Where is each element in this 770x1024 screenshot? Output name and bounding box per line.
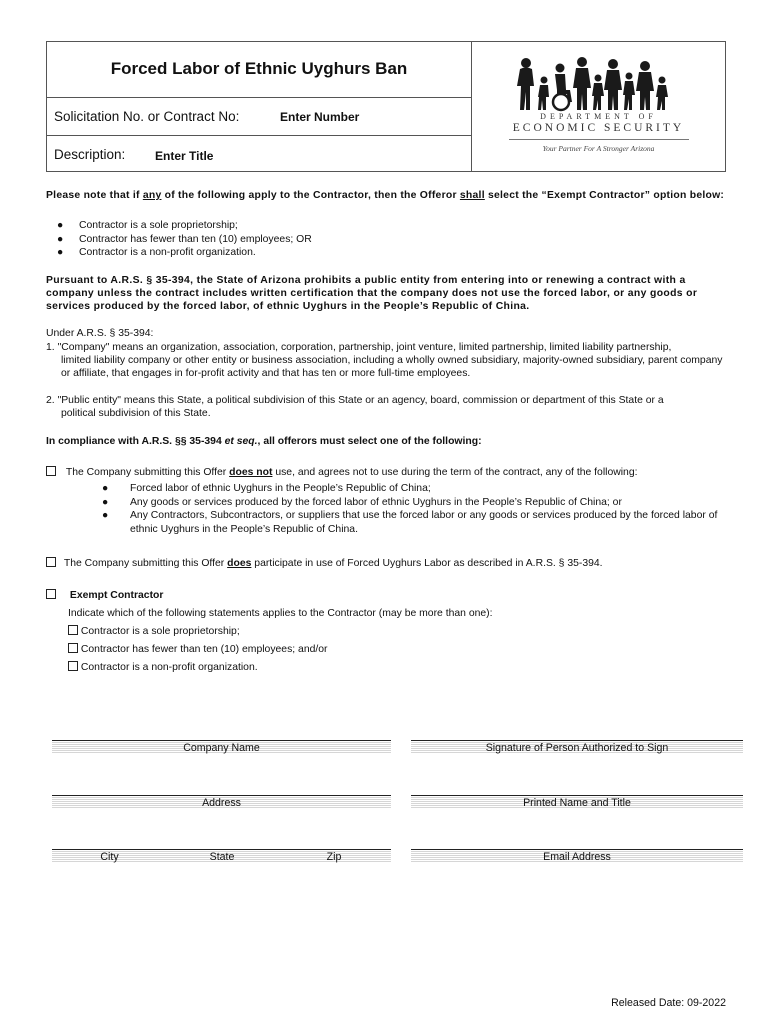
exempt-sole-proprietorship-checkbox[interactable] (68, 625, 78, 635)
list-item-text: Any goods or services produced by the forced labor of ethnic Uyghurs in the People’s Republic of China; or (130, 496, 622, 508)
released-date: Released Date: 09-2022 (611, 997, 726, 1009)
exempt-item (68, 641, 493, 659)
note-paragraph (46, 189, 728, 202)
address-label: Address (202, 797, 241, 809)
zip-label: Zip (326, 851, 342, 863)
note-list (57, 219, 312, 260)
note-emphasis-any: any (142, 190, 162, 201)
logo-agency-name: ECONOMIC SECURITY (512, 122, 685, 134)
printed-name-label: Printed Name and Title (523, 797, 631, 809)
list-item-text: Contractor is a non-profit organization. (79, 247, 256, 258)
exempt-fewer-employees-checkbox[interactable] (68, 643, 78, 653)
signature-label: Signature of Person Authorized to Sign (485, 742, 669, 754)
option-does-not-use (46, 466, 638, 478)
option-exempt (46, 589, 163, 601)
definition-company (46, 341, 728, 380)
exempt-list (68, 605, 493, 677)
exempt-contractor-checkbox[interactable] (46, 589, 56, 599)
option-text-continued: use, and agrees not to use during the term of the contract, any of the following: (272, 467, 638, 478)
form-header (46, 41, 726, 172)
option-text: The Company submitting this Offer (63, 558, 228, 569)
exempt-non-profit-checkbox[interactable] (68, 661, 78, 671)
list-item: ● Contractor has fewer than ten (10) employees; OR (57, 233, 312, 245)
solicitation-number-field[interactable]: Enter Number (280, 110, 360, 124)
compliance-text-1: In compliance with A.R.S. §§ 35-394 (46, 436, 225, 447)
title-row (47, 42, 471, 98)
exempt-item-text: Contractor has fewer than ten (10) employees; and/or (80, 644, 328, 655)
page-title: Forced Labor of Ethnic Uyghurs Ban (110, 59, 408, 78)
note-emphasis-shall: shall (459, 190, 485, 201)
definition-text-continued: political subdivision of this State. (61, 408, 211, 419)
note-text-2: of the following apply to the Contractor, then the Offeror (161, 190, 460, 201)
option-emphasis: does (227, 558, 252, 569)
pursuant-paragraph: Pursuant to A.R.S. § 35-394, the State of Arizona prohibits a public entity from entering into or renewing a contract with a company unless the contract includes written certification that the company does not use the forced labor, or any goods or services produced by the forced labor, of ethnic Uyghurs in the People’s Republic of China. (46, 275, 698, 312)
exempt-title: Exempt Contractor (69, 590, 164, 601)
description-row (47, 136, 471, 171)
option-does-not-use-list (102, 482, 728, 536)
list-item: ● Contractor is a sole proprietorship; (57, 220, 238, 231)
list-item: ● Any goods or services produced by the forced labor of ethnic Uyghurs in the People’s Republic of China; or (102, 496, 622, 508)
logo-tagline: Your Partner For A Stronger Arizona (542, 144, 655, 153)
email-label: Email Address (543, 851, 611, 863)
list-item-text: Forced labor of ethnic Uyghurs in the People’s Republic of China; (130, 483, 431, 494)
list-item: ● Forced labor of ethnic Uyghurs in the People’s Republic of China; (102, 483, 431, 494)
list-item-text: Any Contractors, Subcontractors, or suppliers that use the forced labor or any goods or services produced by the forced labor of ethnic Uyghurs in the People’s Republic of China. (130, 510, 718, 535)
description-label: Description: (54, 147, 126, 162)
definition-text-continued: limited liability company or other entity or business association, including a wholly owned subsidiary, majority-owned subsidiary, parent company or affiliate, that engages in for-profit activity and that has ten or more full-time employees. (61, 355, 723, 379)
option-text: The Company submitting this Offer (65, 467, 230, 478)
definition-number: 2. (46, 395, 58, 406)
compliance-text-2: , all offerors must select one of the following: (257, 436, 482, 447)
exempt-intro: Indicate which of the following statements applies to the Contractor (may be more than one): (68, 608, 493, 619)
logo-divider (509, 139, 689, 140)
definition-text: "Company" means an organization, association, corporation, partnership, joint venture, limited partnership, limited liability partnership, (57, 342, 672, 353)
des-logo (472, 42, 725, 171)
option-text-continued: participate in use of Forced Uyghurs Labor as described in A.R.S. § 35-394. (251, 558, 603, 569)
list-item: ● Any Contractors, Subcontractors, or suppliers that use the forced labor or any goods or services produced by the forced labor of ethnic Uyghurs in the People’s Republic of China. (102, 510, 718, 535)
option-does-use-checkbox[interactable] (46, 557, 56, 567)
exempt-item (68, 623, 493, 641)
state-label: State (209, 851, 235, 863)
exempt-item-text: Contractor is a non-profit organization. (80, 662, 258, 673)
city-label: City (100, 851, 119, 863)
option-emphasis: does not (229, 467, 273, 478)
definition-text: "Public entity" means this State, a political subdivision of this State or an agency, board, commission or department of this State or a (57, 395, 664, 406)
note-text-3: select the “Exempt Contractor” option below: (484, 190, 725, 201)
header-fields (47, 42, 472, 171)
description-title-field[interactable]: Enter Title (155, 149, 214, 163)
list-item: ● Contractor is a non-profit organization. (57, 247, 256, 258)
note-text-1: Please note that if (46, 190, 143, 201)
logo-department-text: DEPARTMENT OF (540, 112, 657, 121)
solicitation-label: Solicitation No. or Contract No: (54, 109, 240, 124)
definition-number: 1. (46, 342, 58, 353)
family-figures-icon (508, 56, 688, 112)
definition-public-entity (46, 394, 728, 420)
option-does-not-use-checkbox[interactable] (46, 466, 56, 476)
list-item-text: Contractor is a sole proprietorship; (79, 220, 238, 231)
exempt-item (68, 659, 493, 677)
exempt-item-text: Contractor is a sole proprietorship; (80, 626, 240, 637)
company-name-label: Company Name (183, 742, 260, 754)
compliance-et-seq: et seq. (224, 436, 258, 447)
solicitation-row (47, 98, 471, 136)
list-item-text: Contractor has fewer than ten (10) employees; OR (79, 233, 312, 245)
option-does-use (46, 557, 603, 569)
definitions-intro: Under A.R.S. § 35-394: (46, 328, 154, 339)
compliance-heading (46, 435, 728, 448)
